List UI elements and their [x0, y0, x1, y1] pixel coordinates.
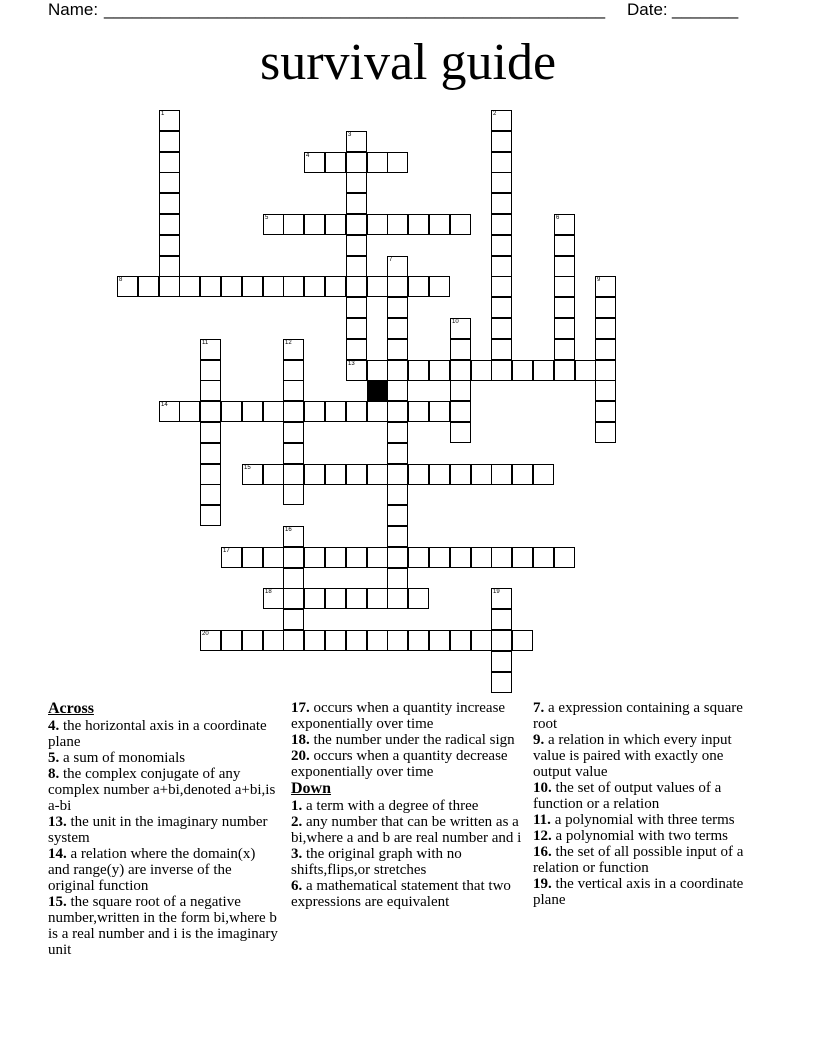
- cell-number: 14: [161, 402, 168, 408]
- crossword-cell[interactable]: [367, 152, 388, 173]
- crossword-cell[interactable]: [408, 464, 429, 485]
- clues-column-1: [48, 700, 280, 958]
- crossword-cell[interactable]: [595, 318, 616, 339]
- clue-down-12: [533, 828, 765, 844]
- crossword-cell[interactable]: [387, 526, 408, 547]
- crossword-cell[interactable]: [346, 193, 367, 214]
- clue-text: the set of all possible input of a relation or function: [533, 844, 744, 876]
- clue-text: a mathematical statement that two expressions are equivalent: [291, 878, 511, 910]
- crossword-cell[interactable]: [387, 214, 408, 235]
- crossword-cell-7[interactable]: [387, 256, 408, 277]
- crossword-cell[interactable]: [387, 339, 408, 360]
- crossword-cell[interactable]: [179, 276, 200, 297]
- crossword-cell[interactable]: [159, 214, 180, 235]
- crossword-cell[interactable]: [387, 380, 408, 401]
- crossword-cell[interactable]: [387, 318, 408, 339]
- crossword-cell[interactable]: [491, 235, 512, 256]
- cell-number: 2: [493, 111, 497, 117]
- date-blank-line[interactable]: _______: [672, 0, 739, 19]
- crossword-cell[interactable]: [367, 360, 388, 381]
- crossword-cell[interactable]: [533, 547, 554, 568]
- crossword-cell[interactable]: [200, 443, 221, 464]
- clue-text: a polynomial with three terms: [554, 812, 735, 828]
- cell-number: 18: [265, 589, 272, 595]
- cell-number: 20: [202, 631, 209, 637]
- cell-number: 15: [244, 465, 251, 471]
- crossword-cell[interactable]: [554, 360, 575, 381]
- crossword-cell[interactable]: [450, 422, 471, 443]
- crossword-cell[interactable]: [491, 672, 512, 693]
- crossword-cell[interactable]: [159, 235, 180, 256]
- clue-text: a expression containing a square root: [533, 700, 743, 732]
- crossword-cell[interactable]: [325, 401, 346, 422]
- clue-down-7: [533, 700, 765, 732]
- crossword-cell[interactable]: [346, 152, 367, 173]
- crossword-cell[interactable]: [491, 360, 512, 381]
- crossword-cell[interactable]: [283, 360, 304, 381]
- crossword-cell-11[interactable]: [200, 339, 221, 360]
- crossword-cell[interactable]: [263, 276, 284, 297]
- crossword-cell[interactable]: [387, 443, 408, 464]
- clue-number: 2.: [291, 814, 303, 830]
- crossword-cell[interactable]: [491, 318, 512, 339]
- crossword-cell[interactable]: [346, 588, 367, 609]
- crossword-cell[interactable]: [283, 609, 304, 630]
- crossword-cell[interactable]: [346, 214, 367, 235]
- crossword-cell[interactable]: [325, 214, 346, 235]
- clue-text: a relation in which every input value is paired with exactly one output value: [533, 732, 732, 780]
- cell-number: 10: [452, 319, 459, 325]
- clue-number: 16.: [533, 844, 552, 860]
- crossword-cell[interactable]: [200, 464, 221, 485]
- clue-text: any number that can be written as a bi,where a and b are real number and i: [291, 814, 522, 846]
- cell-number: 1: [161, 111, 165, 117]
- clue-number: 9.: [533, 732, 545, 748]
- cell-number: 17: [223, 548, 230, 554]
- clue-text: the set of output values of a function or a relation: [533, 780, 722, 812]
- crossword-cell[interactable]: [367, 214, 388, 235]
- crossword-cell[interactable]: [346, 256, 367, 277]
- clue-number: 1.: [291, 798, 303, 814]
- crossword-cell[interactable]: [450, 214, 471, 235]
- crossword-cell[interactable]: [450, 464, 471, 485]
- crossword-cell[interactable]: [200, 505, 221, 526]
- cell-number: 13: [348, 361, 355, 367]
- crossword-cell[interactable]: [200, 422, 221, 443]
- crossword-cell[interactable]: [595, 297, 616, 318]
- crossword-cell[interactable]: [325, 630, 346, 651]
- crossword-cell[interactable]: [429, 464, 450, 485]
- crossword-cell-5[interactable]: [263, 214, 284, 235]
- crossword-cell[interactable]: [387, 547, 408, 568]
- crossword-cell[interactable]: [346, 547, 367, 568]
- crossword-cell[interactable]: [387, 360, 408, 381]
- clue-down-6: [291, 878, 523, 910]
- clue-text: a sum of monomials: [63, 750, 186, 766]
- crossword-cell[interactable]: [200, 484, 221, 505]
- clue-number: 7.: [533, 700, 545, 716]
- crossword-cell[interactable]: [408, 214, 429, 235]
- crossword-cell[interactable]: [283, 401, 304, 422]
- crossword-cell[interactable]: [304, 464, 325, 485]
- crossword-cell[interactable]: [408, 630, 429, 651]
- crossword-cell[interactable]: [387, 505, 408, 526]
- crossword-cell[interactable]: [304, 588, 325, 609]
- crossword-cell[interactable]: [450, 360, 471, 381]
- clue-down-3: [291, 846, 523, 878]
- clue-number: 5.: [48, 750, 60, 766]
- clue-number: 17.: [291, 700, 310, 716]
- cell-number: 11: [202, 340, 209, 346]
- crossword-cell[interactable]: [283, 443, 304, 464]
- clue-number: 8.: [48, 766, 60, 782]
- crossword-cell[interactable]: [491, 276, 512, 297]
- crossword-cell[interactable]: [283, 380, 304, 401]
- crossword-cell[interactable]: [304, 630, 325, 651]
- crossword-cell[interactable]: [304, 401, 325, 422]
- crossword-cell[interactable]: [283, 484, 304, 505]
- clue-across-13: [48, 814, 280, 846]
- clue-number: 15.: [48, 894, 67, 910]
- clue-number: 3.: [291, 846, 303, 862]
- clue-text: the unit in the imaginary number system: [48, 814, 268, 846]
- crossword-cell[interactable]: [450, 547, 471, 568]
- clues-column-2: [291, 700, 523, 910]
- crossword-cell[interactable]: [200, 360, 221, 381]
- crossword-cell-4[interactable]: [304, 152, 325, 173]
- crossword-cell[interactable]: [450, 380, 471, 401]
- crossword-cell[interactable]: [304, 547, 325, 568]
- clue-text: occurs when a quantity increase exponentially over time: [291, 700, 506, 732]
- crossword-cell[interactable]: [450, 630, 471, 651]
- cell-number: 19: [493, 589, 500, 595]
- crossword-cell[interactable]: [491, 630, 512, 651]
- crossword-cell[interactable]: [346, 172, 367, 193]
- clue-across-8: [48, 766, 280, 814]
- crossword-cell[interactable]: [179, 401, 200, 422]
- crossword-cell[interactable]: [450, 401, 471, 422]
- crossword-cell[interactable]: [138, 276, 159, 297]
- crossword-cell[interactable]: [200, 276, 221, 297]
- crossword-cell-19[interactable]: [491, 588, 512, 609]
- crossword-cell-10[interactable]: [450, 318, 471, 339]
- crossword-cell[interactable]: [325, 152, 346, 173]
- crossword-cell[interactable]: [387, 297, 408, 318]
- crossword-cell[interactable]: [263, 630, 284, 651]
- crossword-cell[interactable]: [387, 588, 408, 609]
- crossword-cell[interactable]: [554, 276, 575, 297]
- crossword-cell[interactable]: [283, 547, 304, 568]
- crossword-cell[interactable]: [325, 276, 346, 297]
- clue-text: the number under the radical sign: [313, 732, 515, 748]
- crossword-cell[interactable]: [595, 401, 616, 422]
- crossword-cell[interactable]: [387, 484, 408, 505]
- crossword-cell[interactable]: [387, 464, 408, 485]
- crossword-cell[interactable]: [533, 360, 554, 381]
- crossword-cell[interactable]: [491, 547, 512, 568]
- crossword-cell[interactable]: [491, 339, 512, 360]
- crossword-cell[interactable]: [346, 401, 367, 422]
- crossword-cell[interactable]: [575, 360, 596, 381]
- clue-text: a relation where the domain(x) and range(y) are inverse of the original function: [48, 846, 256, 894]
- clue-down-16: [533, 844, 765, 876]
- crossword-cell[interactable]: [554, 318, 575, 339]
- crossword-cell[interactable]: [429, 214, 450, 235]
- crossword-cell[interactable]: [221, 401, 242, 422]
- crossword-cell[interactable]: [367, 588, 388, 609]
- crossword-cell[interactable]: [263, 464, 284, 485]
- clue-text: a term with a degree of three: [306, 798, 479, 814]
- clues-column-3: [533, 700, 765, 908]
- crossword-cell[interactable]: [491, 131, 512, 152]
- crossword-cell[interactable]: [325, 547, 346, 568]
- clue-across-17: [291, 700, 523, 732]
- crossword-cell[interactable]: [491, 609, 512, 630]
- crossword-cell[interactable]: [554, 339, 575, 360]
- crossword-cell[interactable]: [325, 464, 346, 485]
- crossword-cell[interactable]: [283, 568, 304, 589]
- clue-across-4: [48, 718, 280, 750]
- clue-down-11: [533, 812, 765, 828]
- clue-across-20: [291, 748, 523, 780]
- crossword-cell-17[interactable]: [221, 547, 242, 568]
- crossword-cell-9[interactable]: [595, 276, 616, 297]
- name-label: Name:: [48, 0, 99, 19]
- cell-number: 9: [597, 277, 601, 283]
- crossword-cell-12[interactable]: [283, 339, 304, 360]
- crossword-cell-13[interactable]: [346, 360, 367, 381]
- clue-across-18: [291, 732, 523, 748]
- crossword-cell[interactable]: [346, 235, 367, 256]
- crossword-cell[interactable]: [304, 276, 325, 297]
- crossword-cell[interactable]: [367, 630, 388, 651]
- crossword-cell[interactable]: [283, 276, 304, 297]
- crossword-cell[interactable]: [491, 172, 512, 193]
- crossword-cell-8[interactable]: [117, 276, 138, 297]
- crossword-cell[interactable]: [408, 360, 429, 381]
- crossword-cell[interactable]: [408, 401, 429, 422]
- crossword-cell[interactable]: [200, 380, 221, 401]
- cell-number: 7: [389, 257, 393, 263]
- clue-number: 14.: [48, 846, 67, 862]
- clue-number: 11.: [533, 812, 551, 828]
- clue-down-10: [533, 780, 765, 812]
- crossword-cell-3[interactable]: [346, 131, 367, 152]
- black-cell: [367, 380, 388, 401]
- crossword-cell[interactable]: [408, 276, 429, 297]
- crossword-cell[interactable]: [471, 630, 492, 651]
- crossword-cell[interactable]: [263, 547, 284, 568]
- cell-number: 8: [119, 277, 123, 283]
- crossword-cell[interactable]: [554, 235, 575, 256]
- clue-number: 13.: [48, 814, 67, 830]
- cell-number: 6: [556, 215, 560, 221]
- crossword-cell[interactable]: [491, 651, 512, 672]
- crossword-cell-16[interactable]: [283, 526, 304, 547]
- crossword-cell[interactable]: [263, 401, 284, 422]
- crossword-cell[interactable]: [346, 276, 367, 297]
- clue-text: the square root of a negative number,written in the form bi,where b is a real number and i is the imaginary unit: [48, 894, 278, 958]
- crossword-cell[interactable]: [242, 401, 263, 422]
- crossword-cell[interactable]: [242, 630, 263, 651]
- crossword-cell[interactable]: [554, 547, 575, 568]
- crossword-cell[interactable]: [242, 547, 263, 568]
- crossword-cell[interactable]: [595, 422, 616, 443]
- crossword-cell[interactable]: [283, 422, 304, 443]
- crossword-cell[interactable]: [221, 276, 242, 297]
- crossword-cell[interactable]: [200, 401, 221, 422]
- clue-text: the original graph with no shifts,flips,or stretches: [291, 846, 462, 878]
- crossword-cell[interactable]: [283, 630, 304, 651]
- clue-down-2: [291, 814, 523, 846]
- crossword-cell[interactable]: [450, 339, 471, 360]
- crossword-cell[interactable]: [159, 276, 180, 297]
- name-blank-line[interactable]: _____________________________________________________: [104, 0, 606, 19]
- crossword-cell[interactable]: [554, 256, 575, 277]
- down-heading: Down: [291, 780, 332, 797]
- crossword-cell-15[interactable]: [242, 464, 263, 485]
- cell-number: 5: [265, 215, 269, 221]
- crossword-cell[interactable]: [512, 464, 533, 485]
- crossword-cell[interactable]: [387, 630, 408, 651]
- crossword-cell[interactable]: [595, 339, 616, 360]
- crossword-cell[interactable]: [512, 630, 533, 651]
- crossword-cell[interactable]: [512, 360, 533, 381]
- clue-number: 6.: [291, 878, 303, 894]
- crossword-cell[interactable]: [471, 547, 492, 568]
- page-title: survival guide: [259, 34, 557, 91]
- clue-text: a polynomial with two terms: [555, 828, 728, 844]
- crossword-cell[interactable]: [491, 193, 512, 214]
- crossword-cell[interactable]: [387, 401, 408, 422]
- crossword-cell[interactable]: [491, 464, 512, 485]
- crossword-cell[interactable]: [325, 588, 346, 609]
- crossword-cell[interactable]: [159, 131, 180, 152]
- crossword-cell[interactable]: [367, 547, 388, 568]
- clue-number: 18.: [291, 732, 310, 748]
- crossword-cell[interactable]: [283, 588, 304, 609]
- crossword-cell-2[interactable]: [491, 110, 512, 131]
- crossword-cell-18[interactable]: [263, 588, 284, 609]
- cell-number: 16: [285, 527, 292, 533]
- cell-number: 3: [348, 132, 352, 138]
- clue-across-15: [48, 894, 280, 958]
- crossword-cell[interactable]: [283, 464, 304, 485]
- crossword-cell[interactable]: [595, 380, 616, 401]
- crossword-cell[interactable]: [408, 547, 429, 568]
- clue-across-14: [48, 846, 280, 894]
- crossword-cell[interactable]: [429, 276, 450, 297]
- crossword-cell[interactable]: [429, 401, 450, 422]
- crossword-cell[interactable]: [491, 256, 512, 277]
- clue-number: 20.: [291, 748, 310, 764]
- crossword-cell[interactable]: [242, 276, 263, 297]
- clue-text: the complex conjugate of any complex number a+bi,denoted a+bi,is a-bi: [48, 766, 276, 814]
- crossword-cell[interactable]: [429, 547, 450, 568]
- crossword-cell[interactable]: [595, 360, 616, 381]
- clue-text: occurs when a quantity decrease exponentially over time: [291, 748, 508, 780]
- crossword-cell[interactable]: [159, 152, 180, 173]
- across-heading: Across: [48, 700, 94, 717]
- crossword-cell[interactable]: [346, 339, 367, 360]
- crossword-cell[interactable]: [346, 318, 367, 339]
- crossword-cell[interactable]: [367, 276, 388, 297]
- crossword-cell[interactable]: [283, 214, 304, 235]
- crossword-cell[interactable]: [533, 464, 554, 485]
- clue-down-9: [533, 732, 765, 780]
- crossword-cell[interactable]: [159, 172, 180, 193]
- crossword-cell[interactable]: [512, 547, 533, 568]
- clue-number: 19.: [533, 876, 552, 892]
- crossword-cell[interactable]: [429, 630, 450, 651]
- clue-number: 10.: [533, 780, 552, 796]
- cell-number: 4: [306, 153, 310, 159]
- crossword-cell-20[interactable]: [200, 630, 221, 651]
- date-label: Date:: [627, 0, 668, 19]
- crossword-cell[interactable]: [491, 297, 512, 318]
- crossword-cell-1[interactable]: [159, 110, 180, 131]
- crossword-cell[interactable]: [387, 152, 408, 173]
- clue-number: 12.: [533, 828, 552, 844]
- clue-text: the horizontal axis in a coordinate plane: [48, 718, 267, 750]
- cell-number: 12: [285, 340, 292, 346]
- crossword-cell[interactable]: [471, 360, 492, 381]
- clue-down-1: [291, 798, 523, 814]
- crossword-cell[interactable]: [429, 360, 450, 381]
- crossword-cell[interactable]: [387, 422, 408, 443]
- crossword-cell-6[interactable]: [554, 214, 575, 235]
- crossword-cell[interactable]: [367, 401, 388, 422]
- crossword-cell[interactable]: [221, 630, 242, 651]
- crossword-cell[interactable]: [387, 568, 408, 589]
- crossword-cell[interactable]: [346, 464, 367, 485]
- crossword-cell[interactable]: [471, 464, 492, 485]
- crossword-cell[interactable]: [346, 630, 367, 651]
- crossword-cell[interactable]: [491, 214, 512, 235]
- crossword-cell[interactable]: [491, 152, 512, 173]
- crossword-cell[interactable]: [159, 193, 180, 214]
- clue-number: 4.: [48, 718, 60, 734]
- crossword-cell[interactable]: [367, 464, 388, 485]
- clue-down-19: [533, 876, 765, 908]
- crossword-cell[interactable]: [554, 297, 575, 318]
- clue-across-5: [48, 750, 280, 766]
- crossword-cell[interactable]: [387, 276, 408, 297]
- crossword-cell[interactable]: [159, 256, 180, 277]
- clue-text: the vertical axis in a coordinate plane: [533, 876, 744, 908]
- crossword-cell[interactable]: [346, 297, 367, 318]
- crossword-cell[interactable]: [408, 588, 429, 609]
- crossword-cell[interactable]: [304, 214, 325, 235]
- crossword-cell-14[interactable]: [159, 401, 180, 422]
